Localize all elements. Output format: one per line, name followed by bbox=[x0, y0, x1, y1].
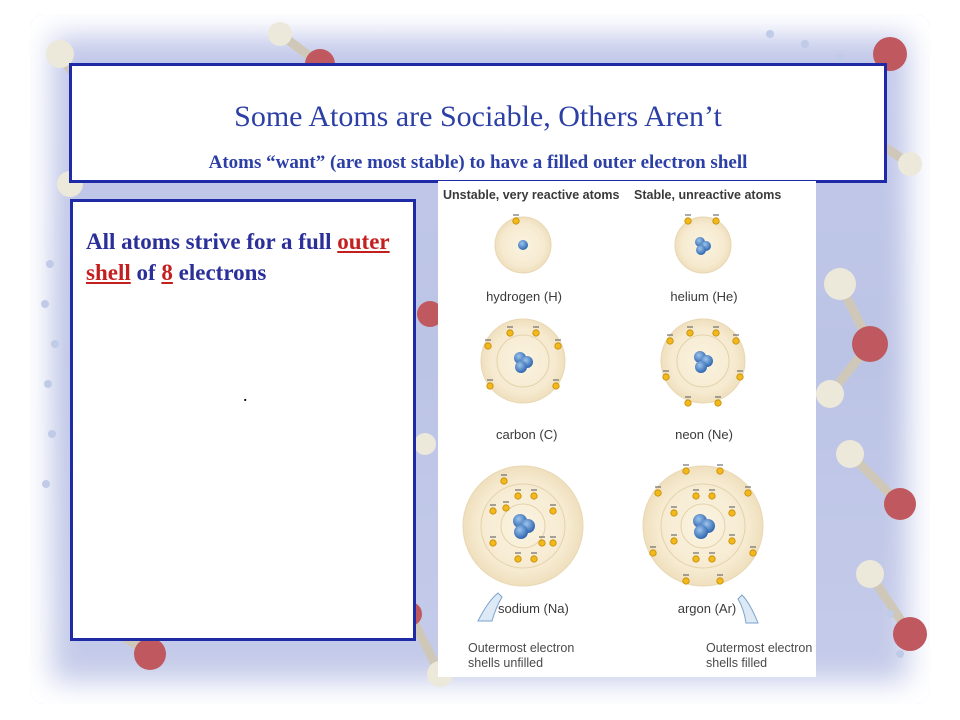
figure-heading-unstable: Unstable, very reactive atoms bbox=[443, 188, 620, 202]
caption-unfilled-line2: shells unfilled bbox=[468, 656, 544, 670]
stray-period: . bbox=[243, 385, 248, 405]
hydrogen-atom bbox=[495, 215, 551, 273]
label-carbon: carbon (C) bbox=[496, 427, 558, 442]
text-panel bbox=[70, 199, 416, 641]
label-argon: argon (Ar) bbox=[677, 601, 737, 616]
sodium-atom bbox=[463, 466, 583, 586]
caption-filled-line1: Outermost electron bbox=[706, 641, 813, 655]
caption-filled bbox=[706, 641, 812, 671]
caption-unfilled bbox=[468, 641, 574, 671]
label-hydrogen: hydrogen (H) bbox=[486, 289, 562, 304]
argon-atom bbox=[643, 465, 763, 586]
highlight-eight: 8 bbox=[161, 260, 173, 285]
label-sodium: sodium (Na) bbox=[498, 601, 569, 616]
main-statement bbox=[86, 226, 406, 288]
electron-shell-figure bbox=[438, 181, 816, 677]
slide-subtitle: Atoms “want” (are most stable) to have a filled outer electron shell bbox=[208, 152, 748, 173]
title-box bbox=[69, 63, 887, 183]
statement-text-2: of bbox=[130, 260, 162, 285]
caption-filled-line2: shells filled bbox=[706, 656, 768, 670]
label-neon: neon (Ne) bbox=[675, 427, 733, 442]
pointing-hand-right-icon bbox=[738, 595, 758, 623]
neon-atom bbox=[661, 319, 745, 406]
atom-diagrams bbox=[438, 181, 816, 677]
statement-text-3: electrons bbox=[172, 260, 267, 285]
carbon-atom bbox=[481, 319, 565, 403]
label-helium: helium (He) bbox=[670, 289, 738, 304]
statement-text-1: All atoms strive for a full bbox=[86, 229, 338, 254]
helium-atom bbox=[675, 215, 731, 273]
slide-title: Some Atoms are Sociable, Others Aren’t bbox=[234, 100, 722, 133]
figure-heading-stable: Stable, unreactive atoms bbox=[634, 188, 782, 202]
highlight-outer-shell: outer shell bbox=[86, 229, 390, 285]
caption-unfilled-line1: Outermost electron bbox=[468, 641, 575, 655]
